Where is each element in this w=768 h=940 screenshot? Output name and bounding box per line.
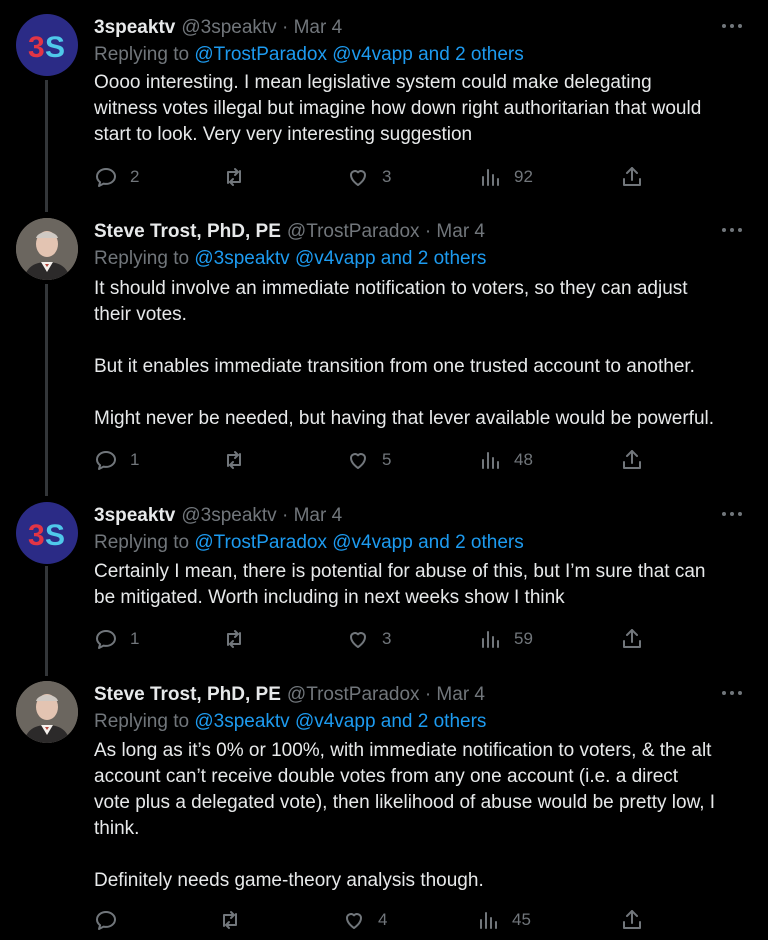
display-name[interactable]: Steve Trost, PhD, PE	[94, 221, 281, 242]
heart-icon	[346, 448, 370, 472]
share-button[interactable]	[620, 626, 644, 652]
reply-icon	[94, 165, 118, 189]
tweet-text: As long as it’s 0% or 100%, with immediate notification to voters, & the alt account can’t receive double votes from any one account (i.e. a direct vote plus a delegated vote), then likelihood of abuse would be pretty low, I think. Definitely needs game-theory analysis though.	[94, 740, 716, 891]
share-icon	[620, 908, 644, 932]
views-icon	[476, 908, 500, 932]
like-button[interactable]	[346, 626, 391, 652]
view-count: 92	[514, 167, 533, 186]
tweet-text: It should involve an immediate notification to voters, so they can adjust their votes. But it enables immediate transition from one trusted account to another. Might never be needed, but having that lever available would be powerful.	[94, 278, 715, 429]
tweet[interactable]	[0, 502, 768, 662]
tweet-text: Oooo interesting. I mean legislative system could make delegating witness votes illegal but imagine how down right authoritarian that would start to look. Very very interesting suggestion	[94, 72, 702, 145]
reply-count: 2	[130, 167, 140, 186]
reply-button[interactable]	[94, 164, 139, 190]
heart-icon	[342, 908, 366, 932]
retweet-icon	[222, 448, 246, 472]
more-options-icon[interactable]	[722, 683, 746, 701]
share-icon	[620, 165, 644, 189]
handle-and-date[interactable]: @TrostParadox · Mar 4	[286, 221, 485, 242]
retweet-button[interactable]	[222, 447, 246, 473]
like-count: 3	[382, 167, 392, 186]
display-name[interactable]: 3speaktv	[94, 17, 176, 38]
views-button[interactable]	[478, 626, 533, 652]
tweet[interactable]	[0, 218, 768, 480]
reply-icon	[94, 448, 118, 472]
like-button[interactable]	[346, 164, 391, 190]
svg-text:3: 3	[28, 519, 45, 552]
handle-and-date[interactable]: @3speaktv · Mar 4	[181, 505, 343, 526]
replying-to	[94, 248, 486, 270]
view-count: 59	[514, 629, 533, 648]
tweet-header	[94, 218, 485, 246]
replying-prefix: Replying to	[94, 44, 195, 65]
heart-icon	[346, 165, 370, 189]
display-name[interactable]: 3speaktv	[94, 505, 176, 526]
replying-to-mentions[interactable]: @3speaktv @v4vapp and 2 others	[194, 711, 487, 732]
share-button[interactable]	[620, 164, 644, 190]
svg-text:S: S	[45, 31, 66, 64]
display-name[interactable]: Steve Trost, PhD, PE	[94, 684, 281, 705]
like-count: 4	[378, 910, 388, 929]
replying-prefix: Replying to	[94, 248, 195, 269]
avatar[interactable]	[16, 681, 78, 743]
3speak-logo-icon	[16, 14, 78, 76]
views-button[interactable]	[478, 164, 533, 190]
reply-icon	[94, 908, 118, 932]
tweet-header	[94, 681, 485, 709]
share-icon	[620, 448, 644, 472]
reply-button[interactable]	[94, 907, 118, 933]
like-count: 3	[382, 629, 392, 648]
avatar[interactable]	[16, 14, 78, 76]
avatar[interactable]	[16, 502, 78, 564]
handle-and-date[interactable]: @TrostParadox · Mar 4	[286, 684, 485, 705]
person-photo-icon	[16, 681, 78, 743]
replying-prefix: Replying to	[94, 711, 195, 732]
replying-to-mentions[interactable]: @TrostParadox @v4vapp and 2 others	[194, 44, 524, 65]
more-options-icon[interactable]	[722, 16, 746, 34]
share-button[interactable]	[620, 447, 644, 473]
like-button[interactable]	[346, 447, 391, 473]
handle-and-date[interactable]: @3speaktv · Mar 4	[181, 17, 343, 38]
tweet-header	[94, 14, 342, 42]
retweet-icon	[222, 165, 246, 189]
share-button[interactable]	[620, 907, 644, 933]
retweet-button[interactable]	[222, 164, 246, 190]
3speak-logo-icon	[16, 502, 78, 564]
more-options-icon[interactable]	[722, 220, 746, 238]
tweet-actions	[94, 907, 654, 933]
retweet-button[interactable]	[218, 907, 242, 933]
views-icon	[478, 448, 502, 472]
person-photo-icon	[16, 218, 78, 280]
svg-text:3: 3	[28, 31, 45, 64]
views-button[interactable]	[478, 447, 533, 473]
tweet[interactable]	[0, 14, 768, 194]
reply-count: 1	[130, 629, 140, 648]
avatar[interactable]	[16, 218, 78, 280]
tweet-actions	[94, 626, 654, 652]
tweet-text: Certainly I mean, there is potential for abuse of this, but I’m sure that can be mitigated. Worth including in next weeks show I think	[94, 561, 706, 608]
replying-to	[94, 44, 524, 66]
svg-text:S: S	[45, 519, 66, 552]
tweet-actions	[94, 447, 654, 473]
replying-to-mentions[interactable]: @3speaktv @v4vapp and 2 others	[194, 248, 487, 269]
replying-to-mentions[interactable]: @TrostParadox @v4vapp and 2 others	[194, 532, 524, 553]
reply-button[interactable]	[94, 447, 139, 473]
tweet[interactable]	[0, 681, 768, 940]
tweet-header	[94, 502, 342, 530]
views-icon	[478, 165, 502, 189]
view-count: 48	[514, 450, 533, 469]
view-count: 45	[512, 910, 531, 929]
reply-icon	[94, 627, 118, 651]
heart-icon	[346, 627, 370, 651]
replying-to	[94, 711, 486, 733]
reply-count: 1	[130, 450, 140, 469]
retweet-icon	[222, 627, 246, 651]
replying-prefix: Replying to	[94, 532, 195, 553]
views-icon	[478, 627, 502, 651]
more-options-icon[interactable]	[722, 504, 746, 522]
retweet-icon	[218, 908, 242, 932]
tweet-actions	[94, 164, 654, 190]
share-icon	[620, 627, 644, 651]
like-count: 5	[382, 450, 392, 469]
replying-to	[94, 532, 524, 554]
views-button[interactable]	[476, 907, 531, 933]
retweet-button[interactable]	[222, 626, 246, 652]
reply-button[interactable]	[94, 626, 139, 652]
like-button[interactable]	[342, 907, 387, 933]
